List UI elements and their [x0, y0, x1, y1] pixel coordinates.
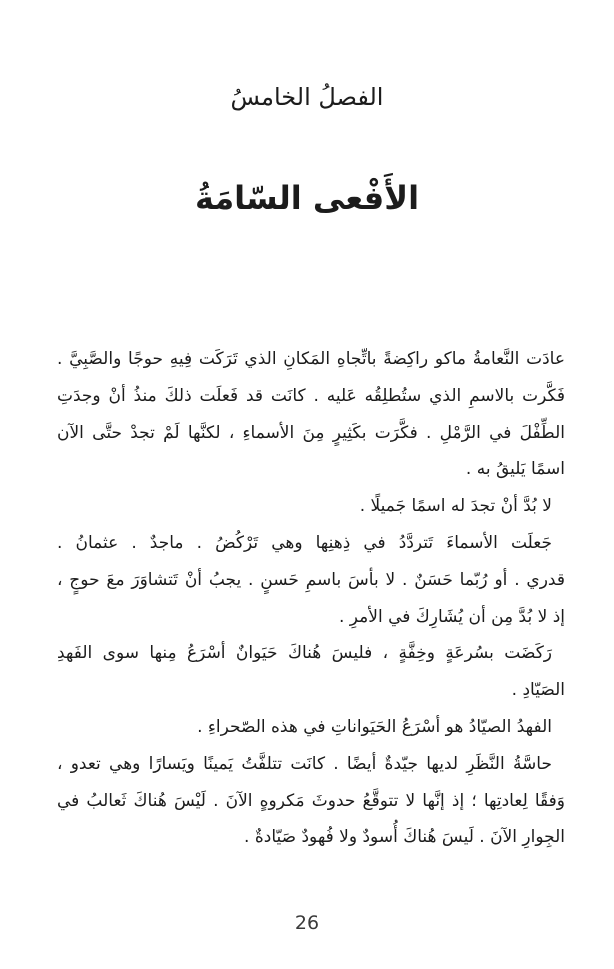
body-line: وَفقًا لِعادتِها ؛ إذ إنَّها لا تتوقَّعُ حدوثَ مَكروهٍ الآنَ . لَيْسَ هُناكَ ثَعالبُ في [57, 790, 565, 811]
page-number: 26 [294, 912, 320, 934]
body-line: لا بُدَّ أنْ تجدَ له اسمًا جَميلًا . [359, 496, 552, 517]
body-line: الصَيّادِ . [511, 680, 565, 701]
body-line: فَكَّرت بالاسمِ الذي ستُطلِقُه عَليه . كانَت قد فَعلَت ذلكَ منذُ أنْ وجدَتِ [57, 385, 565, 406]
body-line: حاسَّةُ النَّظَرِ لديها جيّدةٌ أيضًا . كانَت تتلفَّتُ يَمينًا ويَسارًا وهي تعدو ، [57, 753, 552, 774]
body-line: قدري . أو رُبّما حَسَنٌ . لا بأسَ باسمِ حَسنٍ . يجبُ أنْ تَتشاوَرَ معَ حوجٍ ، [57, 569, 565, 590]
chapter-heading: الفصلُ الخامسُ [230, 83, 384, 111]
body-line: إذ لا بُدَّ مِن أن يُشَارِكَ في الأمرِ . [338, 606, 565, 627]
body-line: اسمًا يَليقُ به . [465, 459, 565, 480]
body-line: جَعلَت الأسماءَ تَتردَّدُ في ذِهنِها وهي تَرْكُضُ . ماجدٌ . عثمانُ . [57, 532, 552, 553]
page-title: الأَفْعى السّامَةُ [194, 179, 420, 217]
body-line: الجِوارِ الآنَ . لَيسَ هُناكَ أُسودٌ ولا فُهودٌ صَيّادةٌ . [244, 827, 565, 848]
body-text [57, 341, 565, 856]
body-line: عادَت النَّعامةُ ماكو راكِضةً باتِّجاهِ المَكانِ الذي تَرَكَت فِيهِ حوجًا والصَّبِيَّ . [57, 349, 565, 369]
body-line: الفهدُ الصيّادُ هو أسْرَعُ الحَيَواناتِ في هذه الصّحراءِ . [197, 716, 552, 737]
body-line: رَكَضَت بسُرعَةٍ وخِفَّةٍ ، فليسَ هُناكَ حَيَوانٌ أسْرَعُ مِنها سوى الفَهدِ [57, 643, 552, 664]
body-line: الطِّفْلَ في الرَّمْلِ . فكَّرَت بكَثِيرٍ مِنَ الأسماءِ ، لكنَّها لَمْ تجدْ حتَّى الآن [57, 422, 565, 443]
